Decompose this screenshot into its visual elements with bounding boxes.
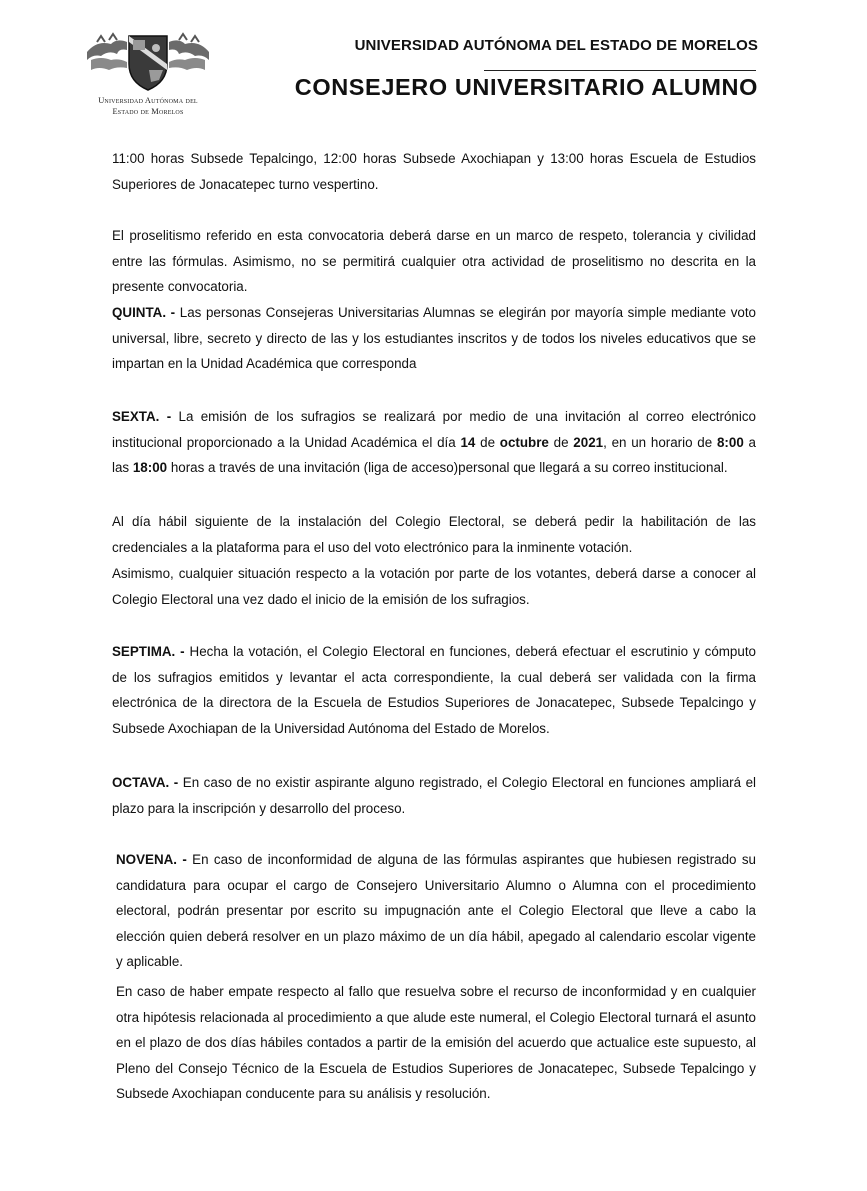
clause-octava-text: En caso de no existir aspirante alguno registrado, el Colegio Electoral en funciones ampliará el plazo para la inscripción y desarrollo del proceso. bbox=[112, 775, 756, 816]
vote-year: 2021 bbox=[573, 434, 604, 450]
clause-octava-label: OCTAVA. - bbox=[112, 775, 179, 790]
clause-septima bbox=[112, 639, 756, 741]
university-name: UNIVERSIDAD AUTÓNOMA DEL ESTADO DE MORELOS bbox=[354, 37, 758, 54]
clause-quinta bbox=[112, 300, 756, 377]
paragraph-proselitismo: El proselitismo referido en esta convocatoria deberá darse en un marco de respeto, tolerancia y civilidad entre las fórmulas. Asimismo, no se permitirá cualquier otra actividad de proselitismo no descrita en la presente convocatoria. bbox=[112, 228, 756, 295]
clause-sexta-label: SEXTA. - bbox=[112, 409, 172, 424]
university-logo bbox=[78, 30, 218, 122]
page-title: CONSEJERO UNIVERSITARIO ALUMNO bbox=[294, 74, 758, 100]
header-divider bbox=[484, 70, 756, 71]
clause-septima-text: Hecha la votación, el Colegio Electoral en funciones, deberá efectuar el escrutinio y cómputo de los sufragios emitidos y levantar el acta correspondiente, la cual deberá ser validada con la firma electrónica de la directora de la Escuela de Estudios Superiores de Jonacatepec, Subsede Tepalcingo y Subsede Axochiapan de la Universidad Autónoma del Estado de Morelos. bbox=[112, 644, 756, 736]
clause-octava bbox=[112, 770, 756, 821]
vote-start-time: 8:00 bbox=[716, 434, 744, 450]
clause-sexta bbox=[112, 404, 756, 481]
vote-end-time: 18:00 bbox=[132, 460, 168, 476]
university-crest-icon bbox=[83, 30, 213, 94]
clause-sexta-text-2: de bbox=[475, 434, 500, 450]
logo-caption-line1: Universidad Autónoma del bbox=[98, 96, 198, 105]
clause-septima-label: SEPTIMA. - bbox=[112, 644, 185, 659]
vote-month: octubre bbox=[499, 434, 549, 450]
logo-caption-line2: Estado de Morelos bbox=[112, 107, 184, 116]
paragraph-schedule: 11:00 horas Subsede Tepalcingo, 12:00 horas Subsede Axochiapan y 13:00 horas Escuela de Estudios Superiores de Jonacatepec turno vespertino. bbox=[112, 151, 756, 192]
paragraph-situacion-votacion: Asimismo, cualquier situación respecto a la votación por parte de los votantes, deberá darse a conocer al Colegio Electoral una vez dado el inicio de la emisión de los sufragios. bbox=[112, 566, 756, 607]
clause-sexta-text-3: de bbox=[548, 434, 574, 450]
clause-sexta-text-5: a las bbox=[112, 434, 756, 476]
clause-quinta-label: QUINTA. - bbox=[112, 305, 176, 320]
clause-novena-label: NOVENA. - bbox=[116, 852, 187, 867]
clause-novena-text: En caso de inconformidad de alguna de las fórmulas aspirantes que hubiesen registrado su candidatura para ocupar el cargo de Consejero Universitario Alumno o Alumna con el procedimiento electoral, podrán presentar por escrito su impugnación ante el Colegio Electoral que lleve a cabo la elección quien deberá resolver en un plazo máximo de un día hábil, apegado al calendario escolar vigente y aplicable. bbox=[116, 852, 756, 970]
vote-day: 14 bbox=[460, 434, 476, 450]
paragraph-credenciales: Al día hábil siguiente de la instalación del Colegio Electoral, se deberá pedir la habilitación de las credenciales a la plataforma para el uso del voto electrónico para la inminente votación. bbox=[112, 514, 756, 555]
clause-quinta-text: Las personas Consejeras Universitarias Alumnas se elegirán por mayoría simple mediante voto universal, libre, secreto y directo de las y los estudiantes inscritos y de todos los niveles educativos que se impartan en la Unidad Académica que corresponda bbox=[112, 305, 757, 372]
paragraph-empate: En caso de haber empate respecto al fallo que resuelva sobre el recurso de inconformidad y en cualquier otra hipótesis relacionada al procedimiento a que alude este numeral, el Colegio Electoral turnará el asunto en el plazo de dos días hábiles contados a partir de la emisión del acuerdo que actualice este supuesto, al Pleno del Consejo Técnico de la Escuela de Estudios Superiores de Jonacatepec, Subsede Tepalcingo y Subsede Axochiapan conducente para su análisis y resolución. bbox=[116, 984, 756, 1102]
clause-sexta-text-4: , en un horario de bbox=[603, 434, 717, 450]
clause-sexta-text-1: La emisión de los sufragios se realizará por medio de una invitación al correo electrónico institucional proporcionado a la Unidad Académica el día bbox=[112, 409, 756, 450]
clause-sexta-text-6: horas a través de una invitación (liga de acceso)personal que llegará a su correo institucional. bbox=[167, 460, 728, 476]
clause-novena bbox=[116, 847, 756, 975]
